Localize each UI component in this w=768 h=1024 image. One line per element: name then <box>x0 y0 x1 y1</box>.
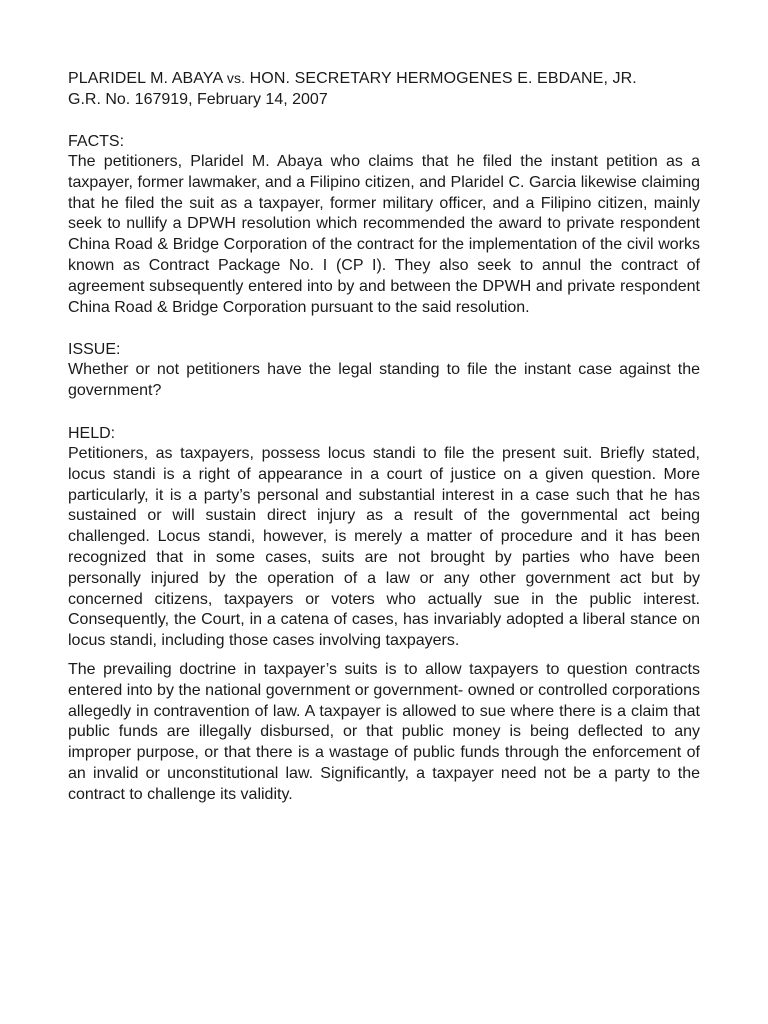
spacer <box>68 402 700 423</box>
issue-heading: ISSUE: <box>68 341 121 359</box>
held-paragraph-2: The prevailing doctrine in taxpayer’s suits is to allow taxpayers to question contracts entered into by the national government or government- owned or controlled corporations allegedly in contravention of law. A taxpayer is allowed to sue where there is a claim that public funds are illegally disbursed, or that public money is being deflected to any improper purpose, or that there is a wastage of public funds through the enforcement of an invalid or unconstitutional law. Significantly, a taxpayer need not be a party to the contract to challenge its validity. <box>68 660 700 803</box>
held-paragraph-1: Petitioners, as taxpayers, possess locus standi to file the present suit. Briefly stated, locus standi is a right of appearance in a court of justice on a given question. More particularly, it is a party’s personal and substantial interest in a case such that he has sustained or will sustain direct injury as a result of the governmental act being challenged. Locus standi, however, is merely a matter of procedure and it has been recognized that in some cases, suits are not brought by parties who have been personally injured by the operation of a law or any other government act but by concerned citizens, taxpayers or voters who actually sue in the public interest. Consequently, the Court, in a catena of cases, has invariably adopted a liberal stance on locus standi, including those cases involving taxpayers. <box>68 444 700 650</box>
title-vs: vs. <box>226 70 246 86</box>
facts-heading: FACTS: <box>68 133 125 150</box>
issue-text: Whether or not petitioners have the legal standing to file the instant case against the government? <box>68 361 700 400</box>
facts-text: The petitioners, Plaridel M. Abaya who claims that he filed the instant petition as a taxpayer, former lawmaker, and a Filipino citizen, and Plaridel C. Garcia likewise claiming that he filed the suit as a taxpayer, former military officer, and a Filipino citizen, mainly seek to nullify a DPWH resolution which recommended the award to private respondent China Road & Bridge Corporation of the contract for the implementation of the civil works known as Contract Package No. I (CP I). They also seek to annul the contract of agreement subsequently entered into by and between the DPWH and private respondent China Road & Bridge Corporation pursuant to the said resolution. <box>68 153 700 316</box>
title-respondent: HON. SECRETARY HERMOGENES E. EBDANE, JR. <box>249 70 637 87</box>
case-citation: G.R. No. 167919, February 14, 2007 <box>68 91 328 108</box>
spacer <box>68 318 700 339</box>
case-title <box>68 68 700 89</box>
held-heading: HELD: <box>68 424 116 442</box>
spacer <box>68 652 700 660</box>
title-petitioner: PLARIDEL M. ABAYA <box>68 70 223 87</box>
spacer <box>68 110 700 131</box>
